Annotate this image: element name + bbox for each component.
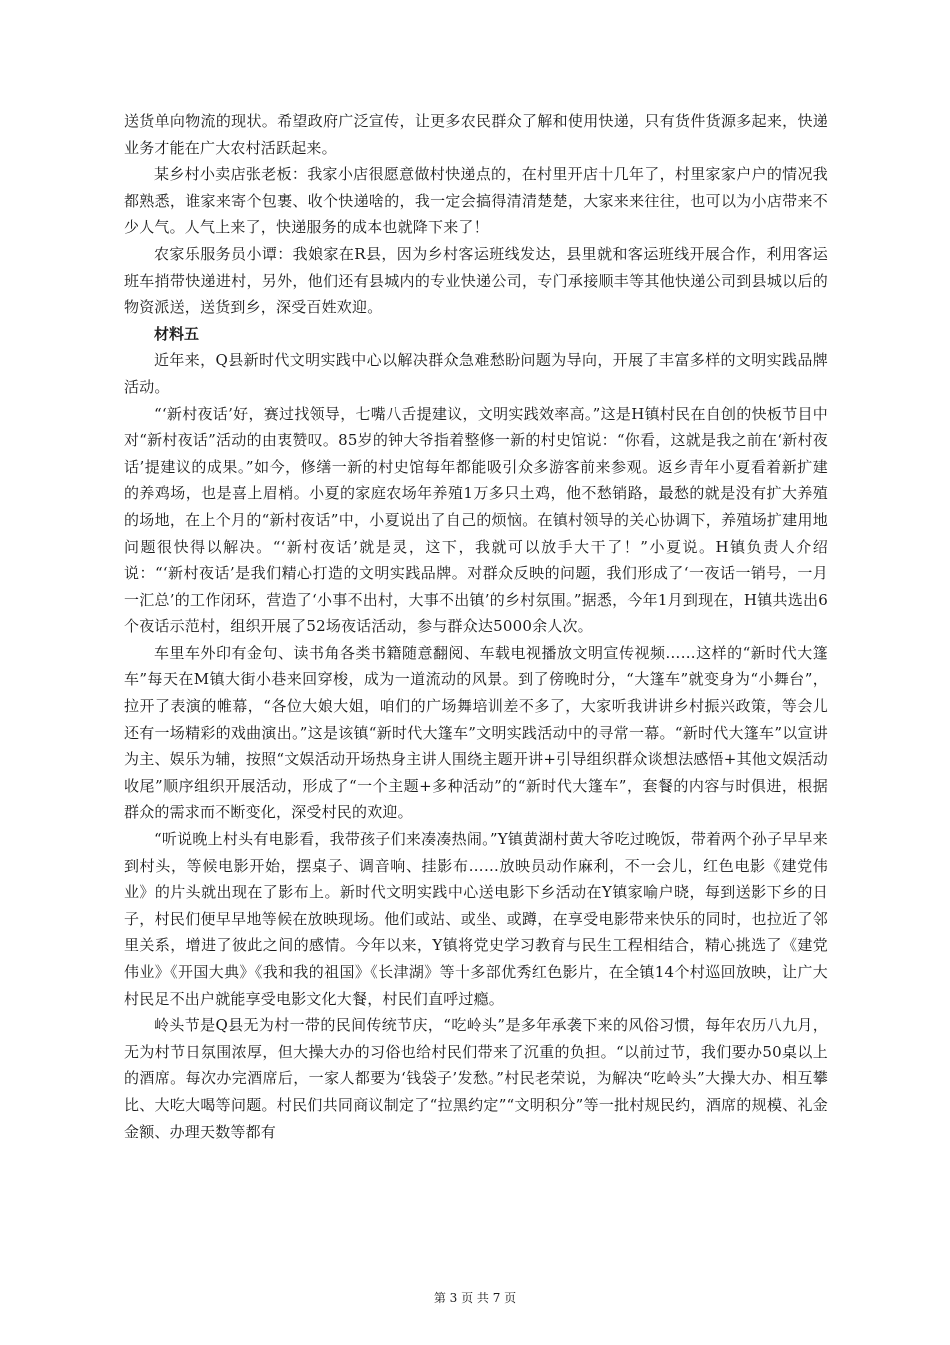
paragraph-continuation: 送货单向物流的现状。希望政府广泛宣传，让更多农民群众了解和使用快递，只有货件货源多起来，快递业务才能在广大农村活跃起来。 — [124, 112, 828, 157]
paragraph: 某乡村小卖店张老板：我家小店很愿意做村快递点的，在村里开店十几年了，村里家家户户的情况我都熟悉，谁家来寄个包裹、收个快递啥的，我一定会搞得清清楚楚，大家来来往往，也可以为小店带来不少人气。人气上来了，快递服务的成本也就降下来了！ — [124, 165, 828, 237]
page-footer: 第 3 页 共 7 页 — [433, 1291, 517, 1305]
section-heading: 材料五 — [154, 324, 200, 343]
paragraph: 岭头节是Q县无为村一带的民间传统节庆，“吃岭头”是多年承袭下来的风俗习惯，每年农历八九月，无为村节日氛围浓厚，但大操大办的习俗也给村民们带来了沉重的负担。“以前过节，我们要办50桌以上的酒席。每次办完酒席后，一家人都要为‘钱袋子’发愁。”村民老荣说，为解决“吃岭头”大操大办、相互攀比、大吃大喝等问题。村民们共同商议制定了“拉黑约定”“文明积分”等一批村规民约，酒席的规模、礼金金额、办理天数等都有 — [124, 1016, 828, 1141]
paragraph: 农家乐服务员小谭：我娘家在R县，因为乡村客运班线发达，县里就和客运班线开展合作，利用客运班车捎带快递进村，另外，他们还有县城内的专业快递公司，专门承接顺丰等其他快递公司到县城以后的物资派送，送货到乡，深受百姓欢迎。 — [124, 244, 828, 317]
paragraph: 近年来，Q县新时代文明实践中心以解决群众急难愁盼问题为导向，开展了丰富多样的文明实践品牌活动。 — [124, 351, 828, 396]
document-body — [124, 108, 828, 1145]
paragraph: “‘新村夜话’好，赛过找领导，七嘴八舌提建议，文明实践效率高。”这是H镇村民在自创的快板节目中对“新村夜话”活动的由衷赞叹。85岁的钟大爷指着整修一新的村史馆说：“你看，这就是我之前在‘新村夜话’提建议的成果。”如今，修缮一新的村史馆每年都能吸引众多游客前来参观。返乡青年小夏看着新扩建的养鸡场，也是喜上眉梢。小夏的家庭农场年养殖1万多只土鸡，他不愁销路，最愁的就是没有扩大养殖的场地，在上个月的“新村夜话”中，小夏说出了自己的烦恼。在镇村领导的关心协调下，养殖场扩建用地问题很快得以解决。“‘新村夜话’就是灵，这下，我就可以放手大干了！”小夏说。H镇负责人介绍说：“‘新村夜话’是我们精心打造的文明实践品牌。对群众反映的问题，我们形成了‘一夜话一销号，一月一汇总’的工作闭环，营造了‘小事不出村，大事不出镇’的乡村氛围。”据悉，今年1月到现在，H镇共选出6个夜话示范村，组织开展了52场夜话活动，参与群众达5000余人次。 — [124, 404, 828, 636]
paragraph: 车里车外印有金句、读书角各类书籍随意翻阅、车载电视播放文明宣传视频……这样的“新时代大篷车”每天在M镇大街小巷来回穿梭，成为一道流动的风景。到了傍晚时分，“大篷车”就变身为“小舞台”，拉开了表演的帷幕，“各位大娘大姐，咱们的广场舞培训差不多了，大家听我讲讲乡村振兴政策，等会儿还有一场精彩的戏曲演出。”这是该镇“新时代大篷车”文明实践活动中的寻常一幕。“新时代大篷车”以宣讲为主、娱乐为辅，按照“文娱活动开场热身主讲人围绕主题开讲+引导组织群众谈想法感悟+其他文娱活动收尾”顺序组织开展活动，形成了“一个主题+多种活动”的“新时代大篷车”，套餐的内容与时俱进，根据群众的需求而不断变化，深受村民的欢迎。 — [124, 643, 828, 822]
paragraph: “听说晚上村头有电影看，我带孩子们来凑凑热闹。”Y镇黄湖村黄大爷吃过晚饭，带着两个孙子早早来到村头，等候电影开始，摆桌子、调音响、挂影布……放映员动作麻利，不一会儿，红色电影《建党伟业》的片头就出现在了影布上。新时代文明实践中心送电影下乡活动在Y镇家喻户晓，每到送影下乡的日子，村民们便早早地等候在放映现场。他们或站、或坐、或蹲，在享受电影带来快乐的同时，也拉近了邻里关系，增进了彼此之间的感情。今年以来，Y镇将党史学习教育与民生工程相结合，精心挑选了《建党伟业》《开国大典》《我和我的祖国》《长津湖》等十多部优秀红色影片，在全镇14个村巡回放映，让广大村民足不出户就能享受电影文化大餐，村民们直呼过瘾。 — [124, 830, 828, 1008]
